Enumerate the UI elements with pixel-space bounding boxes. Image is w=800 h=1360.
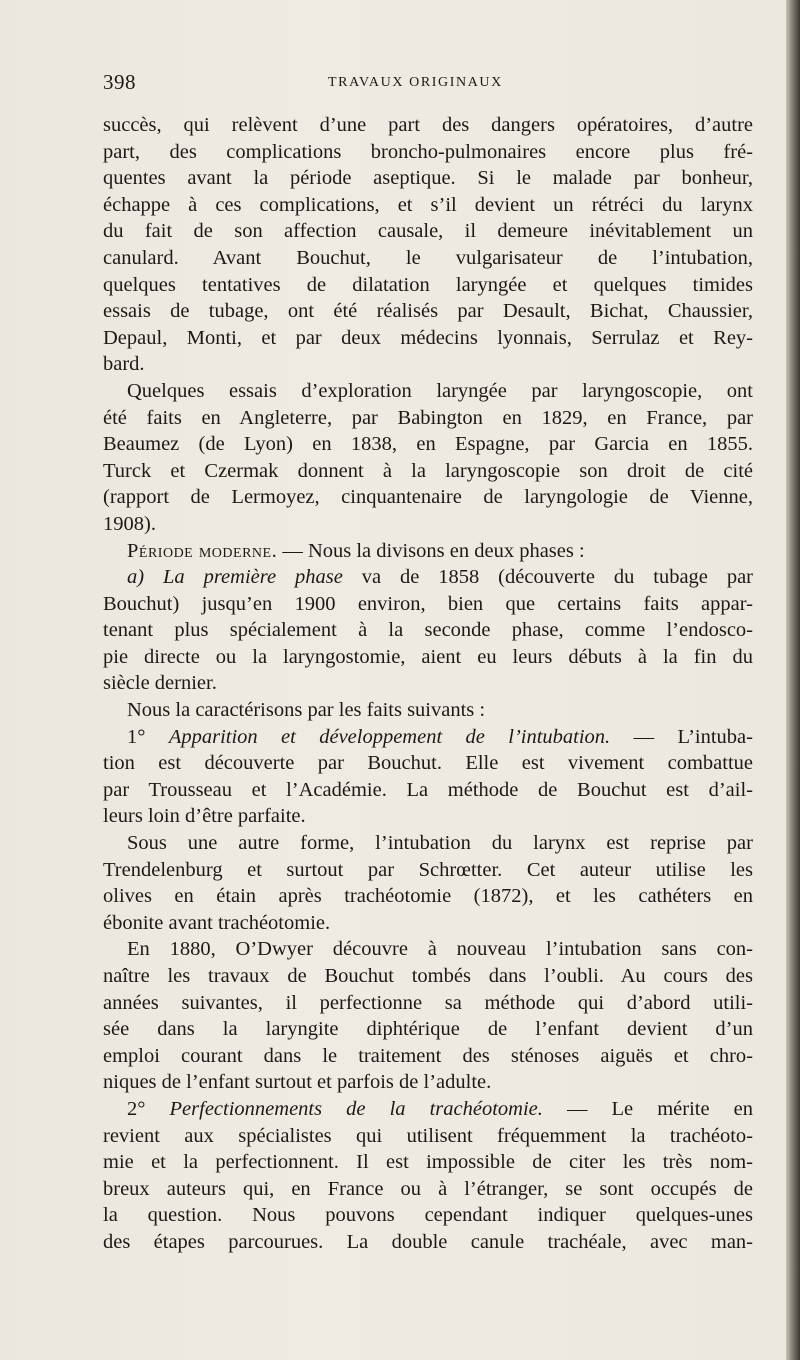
text-run: — Le mérite en (542, 1097, 753, 1120)
text-line: siècle dernier. (103, 672, 217, 695)
text-line (103, 564, 753, 591)
text-line: échappe à ces complications, et s’il devient un rétréci du larynx (103, 193, 753, 216)
text-run: a) La (127, 566, 204, 589)
text-line: essais de tubage, ont été réalisés par Desault, Bichat, Chaussier, (103, 300, 753, 323)
text-line: bard. (103, 353, 145, 376)
text-line: été faits en Angleterre, par Babington en 1829, en France, par (103, 406, 753, 429)
text-run: 2° (127, 1097, 170, 1120)
text-line: naître les travaux de Bouchut tombés dans l’oubli. Au cours des (103, 965, 753, 987)
subsection-heading: Perfectionnements de la trachéotomie. (169, 1097, 543, 1120)
text-run: 1° (127, 725, 169, 748)
book-spine-edge (786, 0, 800, 1360)
text-run: — L’intuba- (610, 725, 753, 748)
text-line: Sous une autre forme, l’intubation du larynx est reprise par (127, 832, 753, 855)
text-line: sée dans la laryngite diphtérique de l’enfant devient d’un (103, 1018, 753, 1041)
text-line: emploi courant dans le traitement des sténoses aiguës et chro- (103, 1044, 753, 1067)
emphasis: première phase (203, 566, 343, 589)
text-line: leurs loin d’être parfaite. (103, 805, 306, 828)
page-number: 398 (103, 70, 136, 94)
text-line: breux auteurs qui, en France ou à l’étranger, se sont occupés de (103, 1177, 753, 1200)
body-text (103, 112, 753, 1256)
text-line: revient aux spécialistes qui utilisent fréquemment la trachéoto- (103, 1124, 753, 1147)
text-line: tenant plus spécialement à la seconde phase, comme l’endosco- (103, 619, 753, 642)
text-line: Turck et Czermak donnent à la laryngoscopie son droit de cité (103, 459, 753, 482)
text-line: la question. Nous pouvons cependant indiquer quelques-unes (103, 1204, 753, 1227)
running-head: TRAVAUX ORIGINAUX (328, 75, 503, 90)
text-line: quelques tentatives de dilatation laryngée et quelques timides (103, 273, 753, 296)
text-line: pie directe ou la laryngostomie, aient eu leurs débuts à la fin du (103, 645, 753, 668)
text-line: des étapes parcourues. La double canule trachéale, avec man- (103, 1230, 753, 1253)
text-line: Bouchut) jusqu’en 1900 environ, bien que certains faits appar- (103, 592, 753, 615)
text-line: Trendelenburg et surtout par Schrœtter. Cet auteur utilise les (103, 858, 753, 881)
text-line: part, des complications broncho-pulmonaires encore plus fré- (103, 140, 753, 163)
text-line (103, 1096, 753, 1123)
text-line: ébonite avant trachéotomie. (103, 911, 331, 934)
text-line: Beaumez (de Lyon) en 1838, en Espagne, par Garcia en 1855. (103, 433, 753, 456)
text-line: olives en étain après trachéotomie (1872), et les cathéters en (103, 885, 753, 908)
text-line: Nous la caractérisons par les faits suivants : (127, 699, 486, 722)
text-line: succès, qui relèvent d’une part des dangers opératoires, d’autre (103, 114, 753, 136)
subsection-heading: Apparition et développement de l’intubation. (168, 725, 611, 748)
text-line: du fait de son affection causale, il demeure inévitablement un (103, 220, 753, 243)
text-line (103, 724, 753, 751)
text-run: va de 1858 (découverte du tubage par (342, 566, 754, 589)
text-line: niques de l’enfant surtout et parfois de l’adulte. (103, 1071, 492, 1094)
text-line (103, 538, 753, 565)
text-line: En 1880, O’Dwyer découvre à nouveau l’intubation sans con- (127, 938, 753, 961)
text-line: 1908). (103, 512, 156, 535)
text-line: Quelques essais d’exploration laryngée par laryngoscopie, ont (127, 379, 753, 402)
text-line: tion est découverte par Bouchut. Elle est vivement combattue (103, 752, 753, 775)
text-line: canulard. Avant Bouchut, le vulgarisateur de l’intubation, (103, 246, 753, 269)
text-line: années suivantes, il perfectionne sa méthode qui d’abord utili- (103, 991, 753, 1014)
section-heading: Période moderne. (127, 539, 278, 562)
text-line: mie et la perfectionnent. Il est impossible de citer les très nom- (103, 1151, 753, 1174)
text-line: (rapport de Lermoyez, cinquantenaire de laryngologie de Vienne, (103, 486, 753, 509)
text-run: — Nous la divisons en deux phases : (277, 539, 585, 562)
page-header (103, 70, 753, 100)
text-line: quentes avant la période aseptique. Si le malade par bonheur, (103, 167, 753, 190)
text-line: Depaul, Monti, et par deux médecins lyonnais, Serrulaz et Rey- (103, 326, 753, 349)
text-line: par Trousseau et l’Académie. La méthode de Bouchut est d’ail- (103, 778, 753, 801)
